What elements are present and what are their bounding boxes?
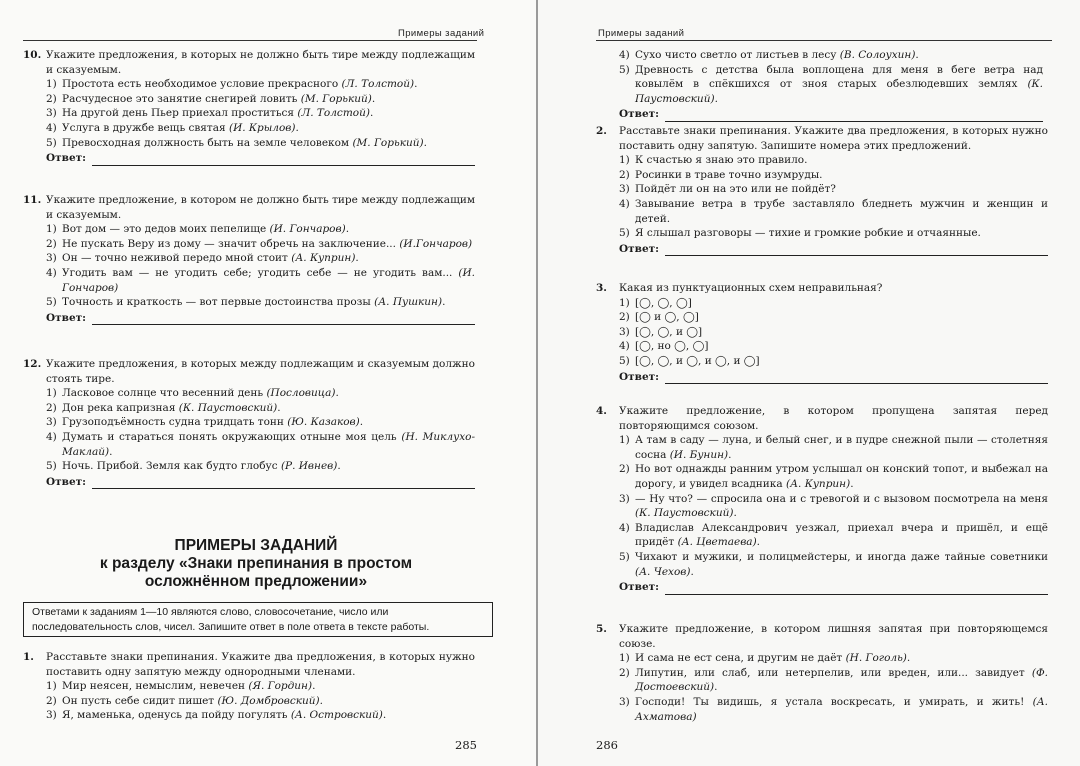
item-text — [62, 708, 475, 723]
author: (И. Крылов) — [228, 121, 296, 134]
question-number: 10. — [23, 49, 42, 61]
author: (К. Паустовский) — [635, 507, 734, 520]
item-number: 1) — [619, 652, 630, 665]
item-text — [62, 266, 475, 295]
sentence: Он пусть себе сидит пишет — [62, 694, 215, 707]
item-text — [635, 666, 1048, 695]
answer-line — [665, 245, 1048, 256]
item-end: . — [714, 92, 718, 105]
sentence: Я, маменька, оденусь да пойду погулять — [62, 709, 288, 722]
list-item — [46, 386, 475, 401]
item-text — [635, 310, 1048, 325]
task-3 — [596, 281, 1048, 384]
list-item — [619, 226, 1048, 241]
task-11 — [23, 193, 475, 325]
answer-label: Ответ: — [46, 475, 87, 488]
item-text — [62, 386, 475, 401]
list-item — [619, 651, 1048, 666]
author: (А. Цветаева) — [677, 536, 757, 549]
item-end: . — [442, 296, 446, 309]
list-item — [46, 401, 475, 416]
list-item — [619, 310, 1048, 325]
list-item — [619, 197, 1048, 226]
answer-line — [92, 155, 475, 166]
author: (М. Горький) — [300, 92, 372, 105]
item-number: 2) — [46, 694, 57, 707]
list-item — [46, 415, 475, 430]
sentence: Но вот однажды ранним утром услышал он конский топот, и выбежал на дорогу, и увидел всадника — [635, 463, 1048, 490]
list-item — [619, 325, 1048, 340]
list-item — [46, 708, 475, 723]
item-number: 5) — [619, 63, 630, 76]
answer-field — [619, 370, 1048, 385]
answer-label: Ответ: — [619, 370, 660, 383]
author: (Н. Миклухо-Маклай) — [62, 430, 475, 458]
item-end: . — [850, 477, 854, 490]
question — [23, 650, 475, 679]
sentence: — Ну что? — спросила она и с тревогой и с вызовом посмотрела на меня — [635, 492, 1048, 505]
sentence: Думать и стараться понять окружающих отныне моя цель — [62, 430, 397, 443]
list-item — [46, 92, 475, 107]
item-text — [635, 63, 1043, 107]
answer-label: Ответ: — [619, 581, 660, 594]
item-end: . — [371, 92, 376, 105]
list-item — [46, 459, 475, 474]
section-title-line2: к разделу «Знаки препинания в простом — [99, 555, 413, 572]
item-number: 1) — [46, 680, 57, 693]
sentence: Услуга в дружбе вещь святая — [62, 121, 226, 134]
item-end: . — [382, 709, 387, 722]
sentence: Превосходная должность быть на земле человеком — [62, 136, 350, 149]
list-item — [46, 136, 475, 151]
item-number: 4) — [619, 521, 630, 534]
question-text: Какая из пунктуационных схем неправильная? — [619, 282, 883, 294]
item-text — [635, 354, 1048, 369]
item-end: . — [319, 694, 323, 707]
item-text — [635, 550, 1048, 579]
item-number: 4) — [619, 197, 630, 210]
item-end: . — [733, 507, 737, 520]
item-text — [635, 182, 1048, 197]
sentence: Дон река капризная — [62, 401, 176, 414]
author: (А. Островский) — [290, 709, 383, 722]
author: (А. Чехов) — [635, 565, 691, 578]
sentence: Росинки в траве точно изумруды. — [635, 168, 823, 181]
item-text — [635, 695, 1048, 724]
item-text — [635, 296, 1048, 311]
item-text — [635, 168, 1048, 183]
question-number: 5. — [596, 623, 607, 635]
list-item — [619, 63, 1043, 107]
item-number: 1) — [46, 223, 57, 236]
item-text — [62, 121, 475, 136]
header-rule-left — [23, 40, 477, 41]
sentence: [◯ и ◯, ◯] — [635, 311, 699, 324]
question — [596, 622, 1048, 651]
sentence: Угодить вам — не угодить себе; угодить себе — не угодить вам... — [62, 266, 453, 279]
item-end: . — [423, 136, 427, 149]
author: (Л. Толстой) — [297, 107, 370, 120]
right-page — [538, 0, 1080, 766]
list-item — [46, 121, 475, 136]
item-number: 2) — [619, 666, 630, 679]
task-2 — [596, 124, 1048, 256]
sentence: [◯, ◯, ◯] — [635, 296, 692, 309]
item-number: 1) — [619, 434, 630, 447]
list-item — [46, 77, 475, 92]
task-5 — [596, 622, 1048, 724]
author: (Я. Гордин) — [248, 680, 313, 693]
question-number: 1. — [23, 651, 34, 663]
item-number: 5) — [46, 460, 57, 473]
list-item — [619, 168, 1048, 183]
item-text — [62, 251, 475, 266]
list-item — [46, 237, 475, 252]
answer-field — [619, 242, 1048, 257]
sentence: Завывание ветра в трубе заставляло бледнеть мужчин и женщин и детей. — [635, 197, 1048, 225]
question-number: 2. — [596, 125, 607, 137]
item-number: 3) — [46, 107, 57, 120]
sentence: Чихают и мужики, и полицмейстеры, и иногда даже тайные советники — [635, 550, 1048, 563]
answer-line — [92, 478, 475, 489]
item-text — [635, 226, 1048, 241]
list-item — [46, 295, 475, 310]
sentence: Простота есть необходимое условие прекрасного — [62, 78, 339, 91]
section-title-line1: ПРИМЕРЫ ЗАДАНИЙ — [174, 537, 338, 554]
question — [596, 124, 1048, 153]
answer-line — [665, 373, 1048, 384]
item-end: . — [414, 78, 418, 91]
item-text — [62, 222, 475, 237]
sentence: [◯, ◯, и ◯] — [635, 325, 703, 338]
item-text — [62, 92, 475, 107]
list-item — [619, 521, 1048, 550]
item-end: . — [277, 401, 281, 414]
list-item — [46, 222, 475, 237]
item-number: 2) — [619, 463, 630, 476]
list-item — [46, 266, 475, 295]
running-header-right: Примеры заданий — [598, 28, 685, 39]
task-1-continued — [619, 48, 1043, 122]
author: (А. Куприн) — [785, 477, 851, 490]
question — [596, 404, 1048, 433]
sentence: Точность и краткость — вот первые достоинства прозы — [62, 296, 371, 309]
sentence: Я слышал разговоры — тихие и громкие робкие и отчаянные. — [635, 227, 981, 240]
question-text: Укажите предложение, в котором не должно быть тире между подлежащим и сказуемым. — [46, 194, 475, 221]
sentence: Липутин, или слаб, или нетерпелив, или вреден, или... завидует — [635, 666, 1025, 679]
list-item — [46, 251, 475, 266]
list-item — [619, 48, 1043, 63]
author: (Пословица) — [266, 387, 336, 400]
item-text — [62, 77, 475, 92]
task-1 — [23, 650, 475, 723]
list-item — [619, 550, 1048, 579]
author: (Ю. Домбровский) — [217, 694, 320, 707]
author: (А. Ахматова) — [635, 695, 1048, 723]
question-text: Расставьте знаки препинания. Укажите два предложения, в которых нужно поставить одну запятую между однородными членами. — [46, 651, 475, 678]
item-text — [635, 492, 1048, 521]
item-text — [62, 237, 475, 252]
author: (В. Солоухин) — [839, 49, 916, 61]
question — [23, 193, 475, 222]
answer-field — [46, 311, 475, 326]
author: (И. Гончаров) — [269, 223, 346, 236]
list-item — [46, 679, 475, 694]
item-text — [62, 694, 475, 709]
list-item — [619, 695, 1048, 724]
item-text — [635, 197, 1048, 226]
item-number: 3) — [619, 492, 630, 505]
item-end: . — [312, 680, 316, 693]
item-end: . — [359, 416, 364, 429]
sentence: Владислав Александрович уезжал, приехал вчера и пришёл, и ещё придёт — [635, 521, 1048, 549]
list-item — [619, 182, 1048, 197]
author: (Ф. Достоевский) — [635, 666, 1048, 694]
item-text — [62, 679, 475, 694]
author: (К. Паустовский) — [635, 78, 1043, 105]
list-item — [619, 339, 1048, 354]
item-end: . — [109, 445, 113, 458]
item-text — [62, 430, 475, 459]
answer-label: Ответ: — [619, 108, 660, 121]
sentence: Он — точно неживой передо мной стоит — [62, 252, 288, 265]
sentence: Грузоподъёмность судна тридцать тонн — [62, 416, 284, 429]
item-end: . — [915, 49, 919, 61]
page-number-right: 286 — [596, 738, 618, 752]
item-text — [635, 521, 1048, 550]
answer-line — [92, 314, 475, 325]
item-end: . — [690, 565, 694, 578]
author: (А. Пушкин) — [374, 296, 443, 309]
running-header-left: Примеры заданий — [398, 28, 485, 39]
answer-label: Ответ: — [619, 242, 660, 255]
task-12 — [23, 357, 475, 489]
list-item — [619, 433, 1048, 462]
section-title-line3: осложнённом предложении» — [144, 573, 368, 590]
item-end: . — [335, 387, 339, 400]
item-text — [62, 459, 475, 474]
list-item — [619, 296, 1048, 311]
item-text — [62, 401, 475, 416]
answer-field — [46, 475, 475, 490]
sentence: [◯, но ◯, ◯] — [635, 340, 709, 353]
item-number: 1) — [46, 78, 57, 91]
list-item — [46, 430, 475, 459]
instruction-box: Ответами к заданиям 1—10 являются слово, словосочетание, число или последовательность слов, чисел. Запишите ответ в поле ответа в тексте работы. — [23, 602, 493, 637]
sentence: На другой день Пьер приехал проститься — [62, 107, 295, 120]
item-number: 4) — [46, 430, 57, 443]
question-text: Расставьте знаки препинания. Укажите два предложения, в которых нужно поставить одну запятую. Запишите номера этих предложений. — [619, 125, 1048, 152]
author: (Р. Ивнев) — [280, 460, 338, 473]
item-end: . — [756, 536, 761, 549]
item-text — [635, 153, 1048, 168]
item-text — [62, 415, 475, 430]
question-number: 3. — [596, 282, 607, 294]
item-text — [635, 651, 1048, 666]
item-number: 4) — [619, 49, 630, 61]
left-page — [0, 0, 536, 766]
item-number: 2) — [46, 237, 57, 250]
sentence: К счастью я знаю это правило. — [635, 154, 808, 167]
item-number: 5) — [619, 227, 630, 240]
sentence: Мир неясен, немыслим, невечен — [62, 680, 246, 693]
question-text: Укажите предложение, в котором пропущена запятая перед повторяющимся союзом. — [619, 405, 1048, 432]
item-number: 2) — [46, 92, 57, 105]
answer-line — [665, 111, 1043, 122]
list-item — [619, 666, 1048, 695]
list-item — [619, 354, 1048, 369]
item-number: 5) — [46, 136, 57, 149]
item-number: 4) — [619, 340, 630, 353]
author: (И.Гончаров) — [399, 237, 473, 250]
question — [23, 357, 475, 386]
item-number: 1) — [619, 154, 630, 167]
header-rule-right — [596, 40, 1052, 41]
item-number: 4) — [46, 121, 57, 134]
answer-field — [619, 107, 1043, 122]
sentence: А там в саду — луна, и белый снег, и в пудре снежной пыли — столетняя сосна — [635, 434, 1048, 461]
list-item — [619, 462, 1048, 491]
sentence: Сухо чисто светло от листьев в лесу — [635, 49, 837, 61]
item-text — [635, 325, 1048, 340]
item-end: . — [714, 681, 718, 694]
item-text — [62, 295, 475, 310]
sentence: Древность с детства была воплощена для меня в беге ветра над ковылём в спёкшихся от зноя старых обезлюдевших землях — [635, 63, 1043, 91]
item-number: 4) — [46, 266, 57, 279]
question-number: 11. — [23, 194, 42, 206]
item-text — [635, 339, 1048, 354]
question — [596, 281, 1048, 296]
item-number: 5) — [619, 550, 630, 563]
sentence: Ночь. Прибой. Земля как будто глобус — [62, 460, 278, 473]
item-number: 2) — [619, 311, 630, 324]
answer-label: Ответ: — [46, 152, 87, 165]
item-number: 3) — [46, 252, 57, 265]
question-number: 12. — [23, 358, 42, 370]
author: (И. Гончаров) — [62, 266, 475, 294]
list-item — [619, 492, 1048, 521]
author: (Ю. Казаков) — [287, 416, 360, 429]
item-number: 3) — [46, 416, 57, 429]
sentence: Пойдёт ли он на это или не пойдёт? — [635, 183, 836, 196]
item-text — [635, 433, 1048, 462]
sentence: Господи! Ты видишь, я устала воскресать, и умирать, и жить! — [635, 695, 1025, 708]
item-end: . — [906, 652, 911, 665]
question-text: Укажите предложения, в которых между подлежащим и сказуемым должно стоять тире. — [46, 358, 475, 385]
item-number: 2) — [46, 401, 57, 414]
item-number: 3) — [619, 325, 630, 338]
item-number: 3) — [46, 709, 57, 722]
item-number: 3) — [619, 695, 630, 708]
sentence: И сама не ест сена, и другим не даёт — [635, 652, 843, 665]
sentence: Расчудесное это занятие снегирей ловить — [62, 92, 298, 105]
question-text: Укажите предложение, в котором лишняя запятая при повторяющемся союзе. — [619, 623, 1048, 650]
sentence: Ласковое солнце что весенний день — [62, 387, 264, 400]
sentence: Вот дом — это дедов моих пепелище — [62, 223, 267, 236]
item-text — [62, 106, 475, 121]
author: (К. Паустовский) — [178, 401, 278, 414]
item-text — [635, 462, 1048, 491]
author: (М. Горький) — [352, 136, 424, 149]
answer-field — [619, 580, 1048, 595]
list-item — [46, 694, 475, 709]
item-number: 1) — [619, 296, 630, 309]
sentence: Не пускать Веру из дому — значит обречь на заключение... — [62, 237, 400, 250]
author: (И. Бунин) — [669, 448, 729, 461]
item-end: . — [295, 121, 299, 134]
question-text: Укажите предложения, в которых не должно быть тире между подлежащим и сказуемым. — [46, 49, 475, 76]
item-number: 1) — [46, 387, 57, 400]
page-number-left: 285 — [455, 738, 477, 752]
task-10 — [23, 48, 475, 166]
item-number: 5) — [619, 354, 630, 367]
item-end: . — [355, 252, 359, 265]
item-end: . — [337, 460, 341, 473]
list-item — [619, 153, 1048, 168]
author: (А. Куприн) — [291, 252, 356, 265]
item-number: 3) — [619, 183, 630, 196]
item-number: 2) — [619, 168, 630, 181]
item-number: 5) — [46, 296, 57, 309]
item-text — [635, 48, 1043, 63]
item-end: . — [728, 448, 732, 461]
item-text — [62, 136, 475, 151]
list-item — [46, 106, 475, 121]
author: (Л. Толстой) — [341, 78, 415, 91]
author: (Н. Гоголь) — [845, 652, 907, 665]
question — [23, 48, 475, 77]
item-end: . — [345, 223, 350, 236]
item-end: . — [369, 107, 374, 120]
answer-field — [46, 151, 475, 166]
answer-line — [665, 584, 1048, 595]
sentence: [◯, ◯, и ◯, и ◯, и ◯] — [635, 354, 760, 367]
answer-label: Ответ: — [46, 311, 87, 324]
task-4 — [596, 404, 1048, 595]
question-number: 4. — [596, 405, 607, 417]
